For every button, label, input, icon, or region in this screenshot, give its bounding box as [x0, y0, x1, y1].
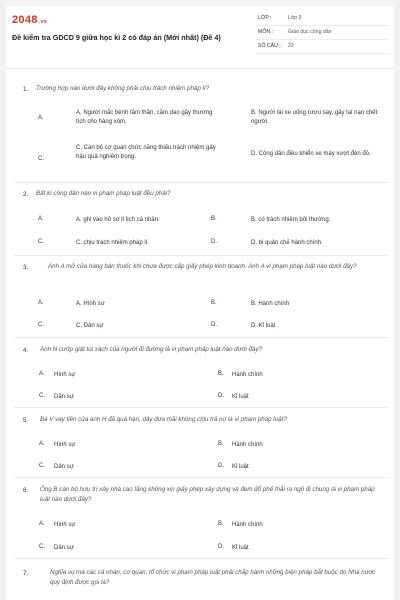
question-number: 7. — [23, 570, 29, 577]
option-letter-c: C. — [38, 322, 44, 328]
option-letter-c: C. — [38, 239, 44, 245]
divider — [14, 407, 388, 408]
exam-header — [6, 6, 394, 69]
question-number: 1. — [23, 86, 29, 93]
divider — [14, 182, 388, 183]
option-d[interactable]: Kỉ luật — [232, 464, 249, 470]
option-c[interactable]: C. Cán bộ cơ quan chức năng thiếu trách nhiệm gây hậu quả nghiêm trọng. — [76, 145, 216, 160]
option-d[interactable]: Kỉ luật — [232, 545, 249, 551]
option-letter-b: B. — [218, 441, 224, 447]
option-letter-a: A. — [38, 300, 44, 306]
divider — [14, 477, 388, 478]
option-letter-d: D. — [218, 463, 224, 469]
question-text: Bà V vay tiền của anh H đã quá hạn, dây dưa mãi không chịu trả nợ là vi phạm pháp luật? — [40, 416, 287, 423]
option-letter-a: A. — [38, 216, 44, 222]
option-letter-b: B. — [218, 371, 224, 377]
option-b[interactable]: Hành chính — [232, 522, 263, 528]
option-letter-a: A. — [39, 441, 45, 447]
option-letter-b: B. — [211, 216, 217, 222]
option-c[interactable]: C. Dân sự — [76, 323, 104, 329]
option-letter-a: A. — [39, 521, 45, 527]
divider — [14, 337, 388, 338]
question-number: 5. — [23, 417, 29, 424]
question-text: Nghĩa vụ mà các cá nhân, cơ quan, tổ chức vi phạm pháp luật phải chấp hành những biện pháp bắt buộc do Nhà nước quy định được gọi là? — [50, 569, 376, 586]
option-c[interactable]: Dân sự — [54, 464, 74, 470]
question-number: 6. — [23, 487, 29, 494]
question-number: 2. — [23, 191, 29, 198]
exam-info-table — [256, 12, 390, 54]
question-text: Anh N cướp giật túi xách của người đi đường là vi phạm pháp luật nào dưới đây? — [40, 346, 262, 353]
info-row-class: LỚP : Lớp 9 — [256, 12, 390, 26]
question-text: Ông B cán bộ hưu trí xây nhà cao tầng không xin giấy phép xây dựng và đem đổ phế thải ra ngõ đi chung là vi phạm pháp luật nào dưới đây? — [40, 486, 375, 503]
option-a[interactable]: Hình sự — [54, 372, 76, 378]
divider — [14, 255, 388, 256]
option-a[interactable]: A. ghi vào hồ sơ lí lịch cá nhân. — [76, 217, 160, 223]
option-letter-d: D. — [211, 239, 217, 245]
exam-title: Đề kiểm tra GDCD 9 giữa học kì 2 có đáp án (Mới nhất) (Đề 4) — [12, 33, 221, 42]
option-c[interactable]: Dân sự — [54, 394, 74, 400]
option-b[interactable]: B. Người lái xe uống rượu say, gây tai nạn chết người. — [251, 110, 378, 125]
option-a[interactable]: Hình sự — [54, 442, 76, 448]
info-row-subject: MÔN : Giáo dục công dân — [256, 26, 390, 40]
option-a[interactable]: A. Hình sự — [76, 301, 105, 307]
option-letter-b: B. — [211, 300, 217, 306]
option-letter-c: C. — [39, 463, 45, 469]
option-c[interactable]: Dân sự — [54, 545, 74, 551]
option-letter-d: D. — [211, 322, 217, 328]
option-letter-d: D. — [218, 393, 224, 399]
option-letter-a: A. — [38, 115, 44, 121]
option-b[interactable]: B. có trách nhiệm bồi thường. — [251, 217, 331, 223]
option-letter-b: B. — [218, 521, 224, 527]
exam-page — [6, 6, 394, 600]
option-b[interactable]: B. Hành chính — [251, 301, 290, 307]
option-d[interactable]: Kỉ luật — [232, 394, 249, 400]
option-a[interactable]: Hình sự — [54, 522, 76, 528]
option-b[interactable]: Hành chính — [232, 442, 263, 448]
site-logo[interactable]: 2048.vn — [12, 14, 47, 26]
question-number: 4. — [23, 347, 29, 354]
option-letter-c: C. — [39, 393, 45, 399]
option-d[interactable]: D. Công dân điều khiển xe máy vượt đèn đỏ. — [251, 151, 371, 157]
question-text: Anh A mở cửa hàng bán thuốc khi chưa được cấp giấy phép kinh doanh. Anh A vi phạm pháp luật nào dưới đây? — [48, 263, 357, 270]
option-letter-a: A. — [39, 371, 45, 377]
option-letter-c: C. — [38, 156, 44, 162]
option-c[interactable]: C. chịu trách nhiệm pháp lí. — [76, 240, 150, 246]
divider — [14, 558, 388, 559]
question-number: 3. — [23, 264, 29, 271]
option-b[interactable]: Hành chính — [232, 372, 263, 378]
question-text: Trường hợp nào dưới đây không phải chịu trách nhiệm pháp lí? — [36, 85, 210, 92]
option-a[interactable]: A. Người mắc bệnh tâm thần, cầm dao gây thương tích cho hàng xóm. — [76, 110, 213, 125]
option-d[interactable]: D. bị quản chế hành chính. — [251, 240, 323, 246]
option-letter-c: C. — [39, 544, 45, 550]
option-letter-d: D. — [218, 544, 224, 550]
question-text: Bất kì công dân nào vi phạm pháp luật đều phải? — [36, 190, 171, 197]
option-d[interactable]: D. Kỉ luật — [251, 323, 276, 329]
info-row-question-count: SỐ CÂU : 22 — [256, 40, 390, 54]
